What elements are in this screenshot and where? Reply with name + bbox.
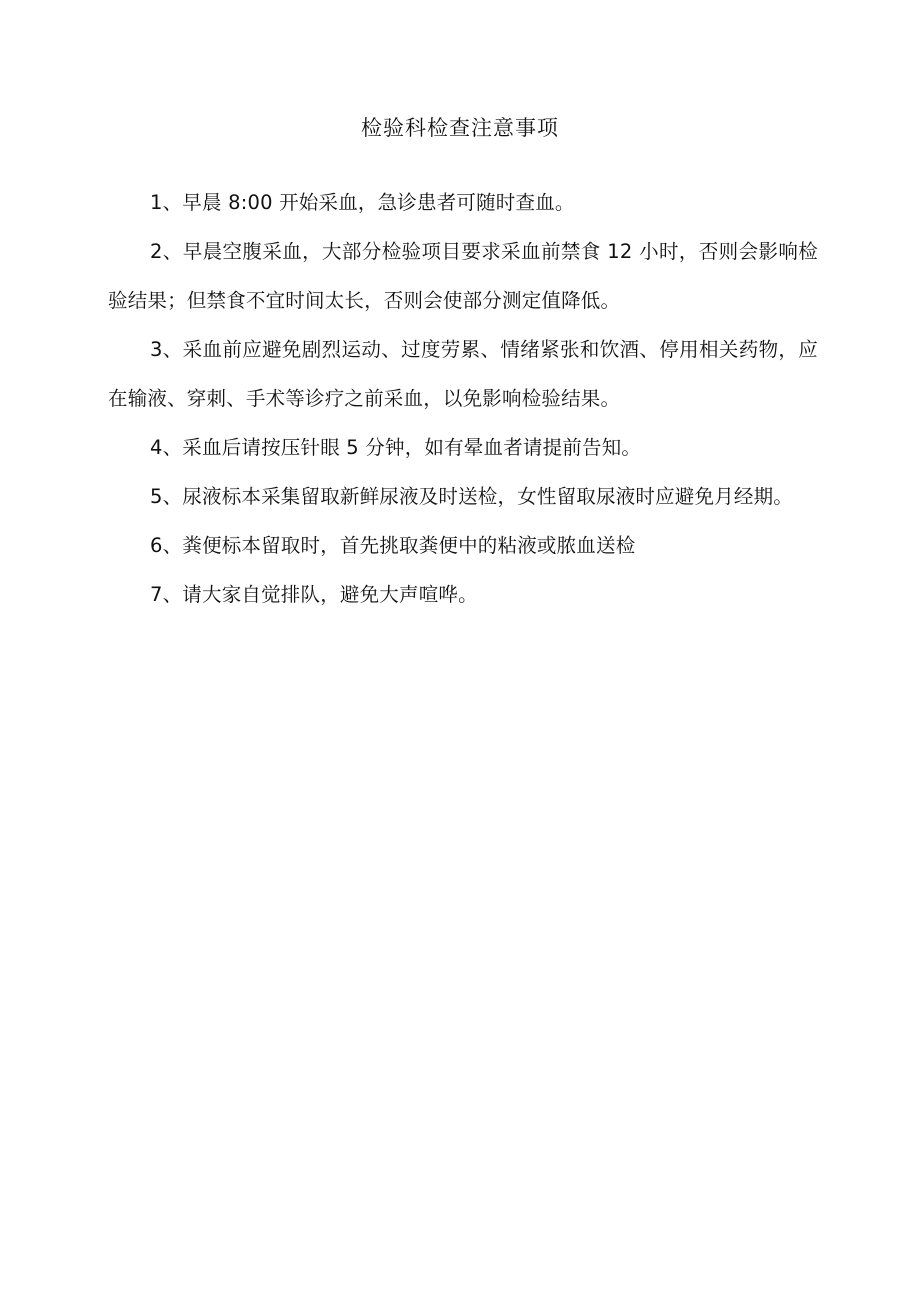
notice-item-3: 3、采血前应避免剧烈运动、过度劳累、情绪紧张和饮酒、停用相关药物，应在输液、穿刺、手术等诊疗之前采血，以免影响检验结果。 — [108, 338, 818, 410]
document-title: 检验科检查注意事项 — [361, 116, 559, 140]
notice-item-1: 1、早晨 8:00 开始采血，急诊患者可随时查血。 — [150, 191, 575, 214]
notice-item-4: 4、采血后请按压针眼 5 分钟，如有晕血者请提前告知。 — [150, 436, 642, 459]
notice-item-6: 6、粪便标本留取时，首先挑取粪便中的粘液或脓血送检 — [150, 534, 636, 557]
notice-item-5: 5、尿液标本采集留取新鲜尿液及时送检，女性留取尿液时应避免月经期。 — [150, 485, 794, 508]
notice-item-2: 2、早晨空腹采血，大部分检验项目要求采血前禁食 12 小时，否则会影响检验结果；但禁食不宜时间太长，否则会使部分测定值降低。 — [108, 240, 818, 312]
notice-item-7: 7、请大家自觉排队，避免大声喧哗。 — [150, 583, 478, 606]
notice-list — [108, 178, 818, 619]
